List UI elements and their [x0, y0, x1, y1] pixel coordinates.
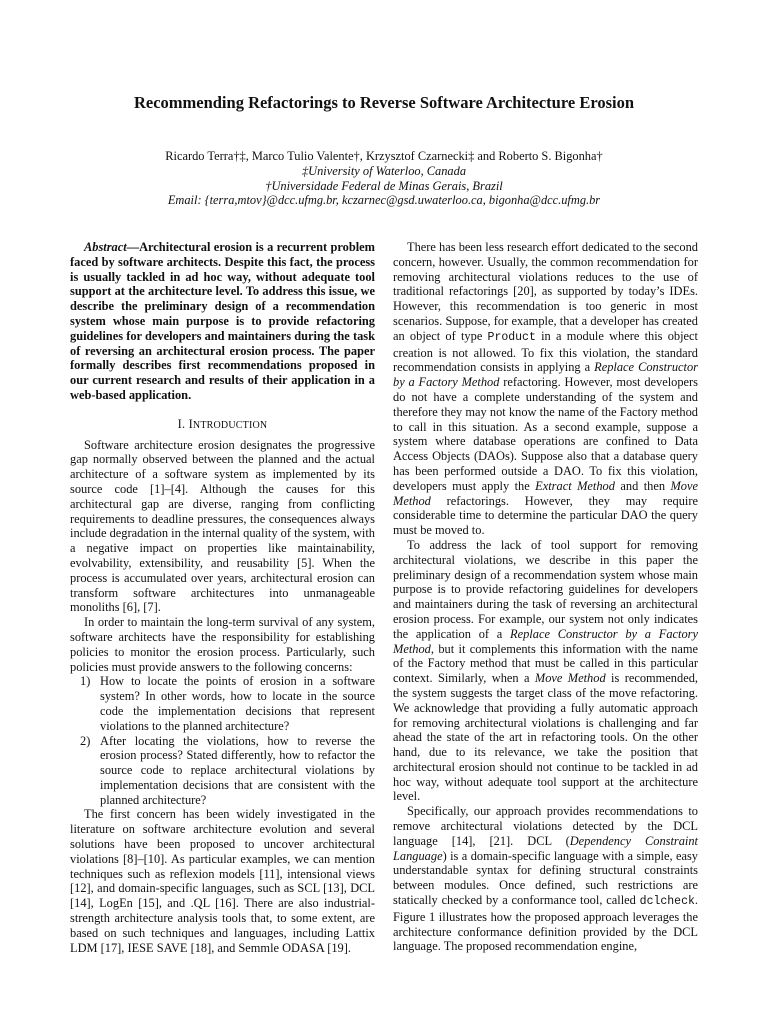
- section-heading-introduction: [70, 417, 375, 434]
- section-numeral: I.: [177, 416, 189, 431]
- text-run: There has been less research effort dedicated to the second concern, however. Usually, the common recommendation for removing architectural violations reduces to the use of traditional refactorings [20], as supported by today’s IDEs. However, this recommendation is too generic in most scenarios. Suppose, for example, that a developer has created an object of type: [393, 240, 698, 343]
- author-block: [60, 149, 708, 208]
- author-emails: Email: {terra,mtov}@dcc.ufmg.br, kczarnec@gsd.uwaterloo.ca, bigonha@dcc.ufmg.br: [167, 193, 601, 208]
- text-run: refactoring. However, most developers do not have a complete understanding of the system and therefore they may not know the name of the Factory method to call in this situation. As a second example, suppose a system where database operations are confined to Data Access Objects (DAOs). Suppose also that a database query has been performed outside a DAO. To fix this violation, developers must apply the: [393, 375, 698, 493]
- intro-paragraph-1: Software architecture erosion designates the progressive gap normally observed between the planned and the actual architecture of a software system as implemented by its source code [1]–[4]. Although the causes for this architectural gap are diverse, ranging from conflicting requirements to deadline pressures, the consequences always include degradation in the internal quality of the system, with a negative impact on properties like maintainability, evolvability, extensibility, and reusability [5]. When the process is accumulated over years, architectural erosion can transform software architectures into unmanageable monoliths [6], [7].: [70, 437, 375, 615]
- section-initial: I: [188, 416, 193, 431]
- list-item-number: 1): [80, 674, 91, 689]
- dcl-expansion: Dependency Constraint Language: [393, 833, 698, 863]
- text-run: ) is a domain-specific language with a simple, easy understandable syntax for defining structural constraints between modules. Once defined, such restrictions are statically checked by a conformance tool, called: [393, 848, 698, 908]
- refactoring-name: Replace Constructor by a Factory Method: [393, 360, 698, 390]
- section-title-rest: NTRODUCTION: [192, 419, 268, 431]
- list-item: [80, 674, 375, 733]
- text-run: and then: [614, 478, 671, 493]
- text-run: . Figure 1 illustrates how the proposed approach leverages the architecture conformance definition provided by the DCL language. The proposed recommendation engine,: [393, 893, 698, 954]
- refactoring-name: Extract Method: [535, 478, 615, 493]
- author-list: Ricardo Terra†‡, Marco Tulio Valente†, Krzysztof Czarnecki‡ and Roberto S. Bigonha†: [165, 149, 603, 163]
- text-run: , but it complements this information with the name of the Factory method that must be called in this particular context. Similarly, when a: [393, 641, 698, 686]
- paper-title: Recommending Refactorings to Reverse Software Architecture Erosion: [133, 93, 635, 112]
- intro-paragraph-3: The first concern has been widely investigated in the literature on software architecture evolution and several solutions have been proposed to uncover architectural violations [8]–[10]. As particular examples, we can mention techniques such as reflexion models [11], intensional views [12], and domain-specific languages, such as SCL [13], DCL [14], LogEn [15], and .QL [16]. There are also industrial-strength architecture analysis tools that, to some extent, are based on such techniques and languages, including Lattix LDM [17], IESE SAVE [18], and Semmle ODASA [19].: [70, 807, 375, 955]
- text-run: is recommended, the system suggests the target class of the move refactoring. We acknowledge that providing a fully automatic approach for removing architectural violations is challenging and far ahead the state of the art in refactoring tools. On the other hand, due to its relevance, we take the position that architectural erosion should not continue to be tackled in ad hoc way, without adequate tool support at the architecture level.: [393, 671, 698, 804]
- abstract: [70, 240, 375, 403]
- intro-paragraph-6: [393, 804, 698, 954]
- affiliation-waterloo: ‡University of Waterloo, Canada: [301, 163, 467, 178]
- refactoring-name: Move Method: [534, 671, 606, 686]
- intro-paragraph-2: In order to maintain the long-term survival of any system, software architects have the responsibility for establishing policies to monitor the erosion process. Particularly, such policies must provide answers to the following concerns:: [70, 615, 375, 674]
- left-column: [70, 240, 375, 955]
- intro-paragraph-4: [393, 240, 698, 538]
- list-item: [80, 733, 375, 808]
- intro-paragraph-5: [393, 538, 698, 804]
- abstract-text: —Architectural erosion is a recurrent problem faced by software architects. Despite this fact, the process is usually tackled in ad hoc way, without adequate tool support at the architecture level. To address this issue, we describe the preliminary design of a recommendation system whose main purpose is to provide refactoring guidelines for developers and maintainers during the task of reversing an architectural erosion process. The paper formally describes first recommendations proposed in our current research and results of their application in a web-based application.: [70, 240, 375, 402]
- text-run: refactorings. However, they may require considerable time to determine the particular DAO the query must be moved to.: [393, 493, 698, 538]
- affiliation-ufmg: †Universidade Federal de Minas Gerais, Brazil: [265, 178, 503, 193]
- list-item-text: How to locate the points of erosion in a software system? In other words, how to locate in the source code the implementation decisions that represent violations to the planned architecture?: [100, 674, 375, 733]
- refactoring-name: Move Method: [393, 478, 698, 508]
- list-item-text: After locating the violations, how to reverse the erosion process? Stated differently, how to refactor the source code to replace architectural violations by implementation decisions that are consistent with the planned architecture?: [100, 733, 375, 807]
- list-item-number: 2): [80, 733, 91, 748]
- code-product: Product: [487, 330, 536, 344]
- refactoring-name: Replace Constructor by a Factory Method: [393, 626, 698, 656]
- right-column: [393, 240, 698, 954]
- concerns-list: [70, 674, 375, 807]
- text-run: To address the lack of tool support for removing architectural violations, we describe in this paper the preliminary design of a recommendation system whose main purpose is to provide refactoring guidelines for developers and maintainers during the task of reversing an architectural erosion process. For example, our system not only indicates the application of a: [393, 537, 698, 641]
- text-run: in a module where this object creation is not allowed. To fix this violation, the standard recommendation consists in applying a: [393, 328, 698, 375]
- abstract-label: Abstract: [84, 240, 127, 254]
- text-run: Specifically, our approach provides recommendations to remove architectural violations detected by the DCL language [14], [21]. DCL (: [393, 804, 698, 848]
- code-dclcheck: dclcheck: [639, 895, 695, 909]
